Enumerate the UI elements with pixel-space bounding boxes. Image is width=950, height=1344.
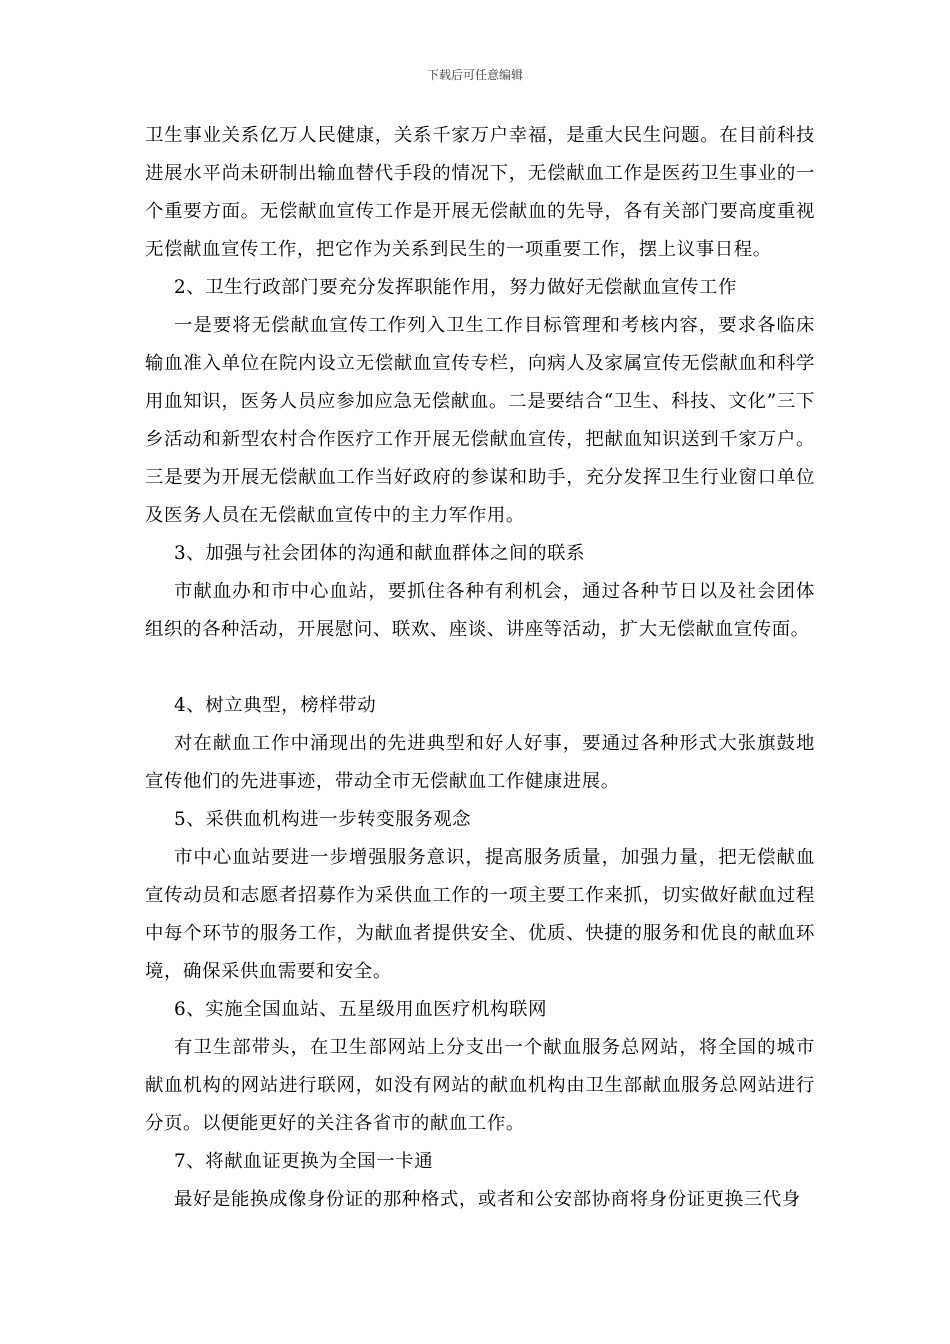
section-heading-7: 7、将献血证更换为全国一卡通	[174, 1151, 434, 1172]
paragraph: 对在献血工作中涌现出的先进典型和好人好事，要通过各种形式大张旗鼓地宣传他们的先进事迹，带动全市无偿献血工作健康进展。	[145, 733, 815, 792]
document-body	[145, 117, 815, 1219]
section-heading-2: 2、卫生行政部门要充分发挥职能作用，努力做好无偿献血宣传工作	[174, 277, 738, 298]
paragraph: 有卫生部带头，在卫生部网站上分支出一个献血服务总网站，将全国的城市献血机构的网站进行联网，如没有网站的献血机构由卫生部献血服务总网站进行分页。以便能更好的关注各省市的献血工作。	[145, 1037, 815, 1134]
paragraph: 卫生事业关系亿万人民健康，关系千家万户幸福，是重大民生问题。在目前科技进展水平尚未研制出输血替代手段的情况下，无偿献血工作是医药卫生事业的一个重要方面。无偿献血宣传工作是开展无偿献血的先导，各有关部门要高度重视无偿献血宣传工作，把它作为关系到民生的一项重要工作，摆上议事日程。	[145, 125, 815, 260]
section-heading-3: 3、加强与社会团体的沟通和献血群体之间的联系	[174, 543, 586, 564]
paragraph: 市中心血站要进一步增强服务意识，提高服务质量，加强力量，把无偿献血宣传动员和志愿者招募作为采供血工作的一项主要工作来抓，切实做好献血过程中每个环节的服务工作，为献血者提供安全、优质、快捷的服务和优良的献血环境，确保采供血需要和安全。	[145, 847, 815, 982]
paragraph: 市献血办和市中心血站，要抓住各种有利机会，通过各种节日以及社会团体组织的各种活动，开展慰问、联欢、座谈、讲座等活动，扩大无偿献血宣传面。	[145, 581, 815, 640]
paragraph: 一是要将无偿献血宣传工作列入卫生工作目标管理和考核内容，要求各临床输血准入单位在院内设立无偿献血宣传专栏，向病人及家属宣传无偿献血和科学用血知识，医务人员应参加应急无偿献血。二是要结合“卫生、科技、文化”三下乡活动和新型农村合作医疗工作开展无偿献血宣传，把献血知识送到千家万户。三是要为开展无偿献血工作当好政府的参谋和助手，充分发挥卫生行业窗口单位及医务人员在无偿献血宣传中的主力军作用。	[145, 315, 815, 526]
page-header: 下载后可任意编辑	[426, 68, 523, 82]
section-heading-6: 6、实施全国血站、五星级用血医疗机构联网	[174, 999, 548, 1020]
paragraph: 最好是能换成像身份证的那种格式，或者和公安部协商将身份证更换三代身	[174, 1189, 801, 1210]
section-heading-5: 5、采供血机构进一步转变服务观念	[174, 809, 472, 830]
section-heading-4: 4、树立典型，榜样带动	[174, 695, 377, 716]
